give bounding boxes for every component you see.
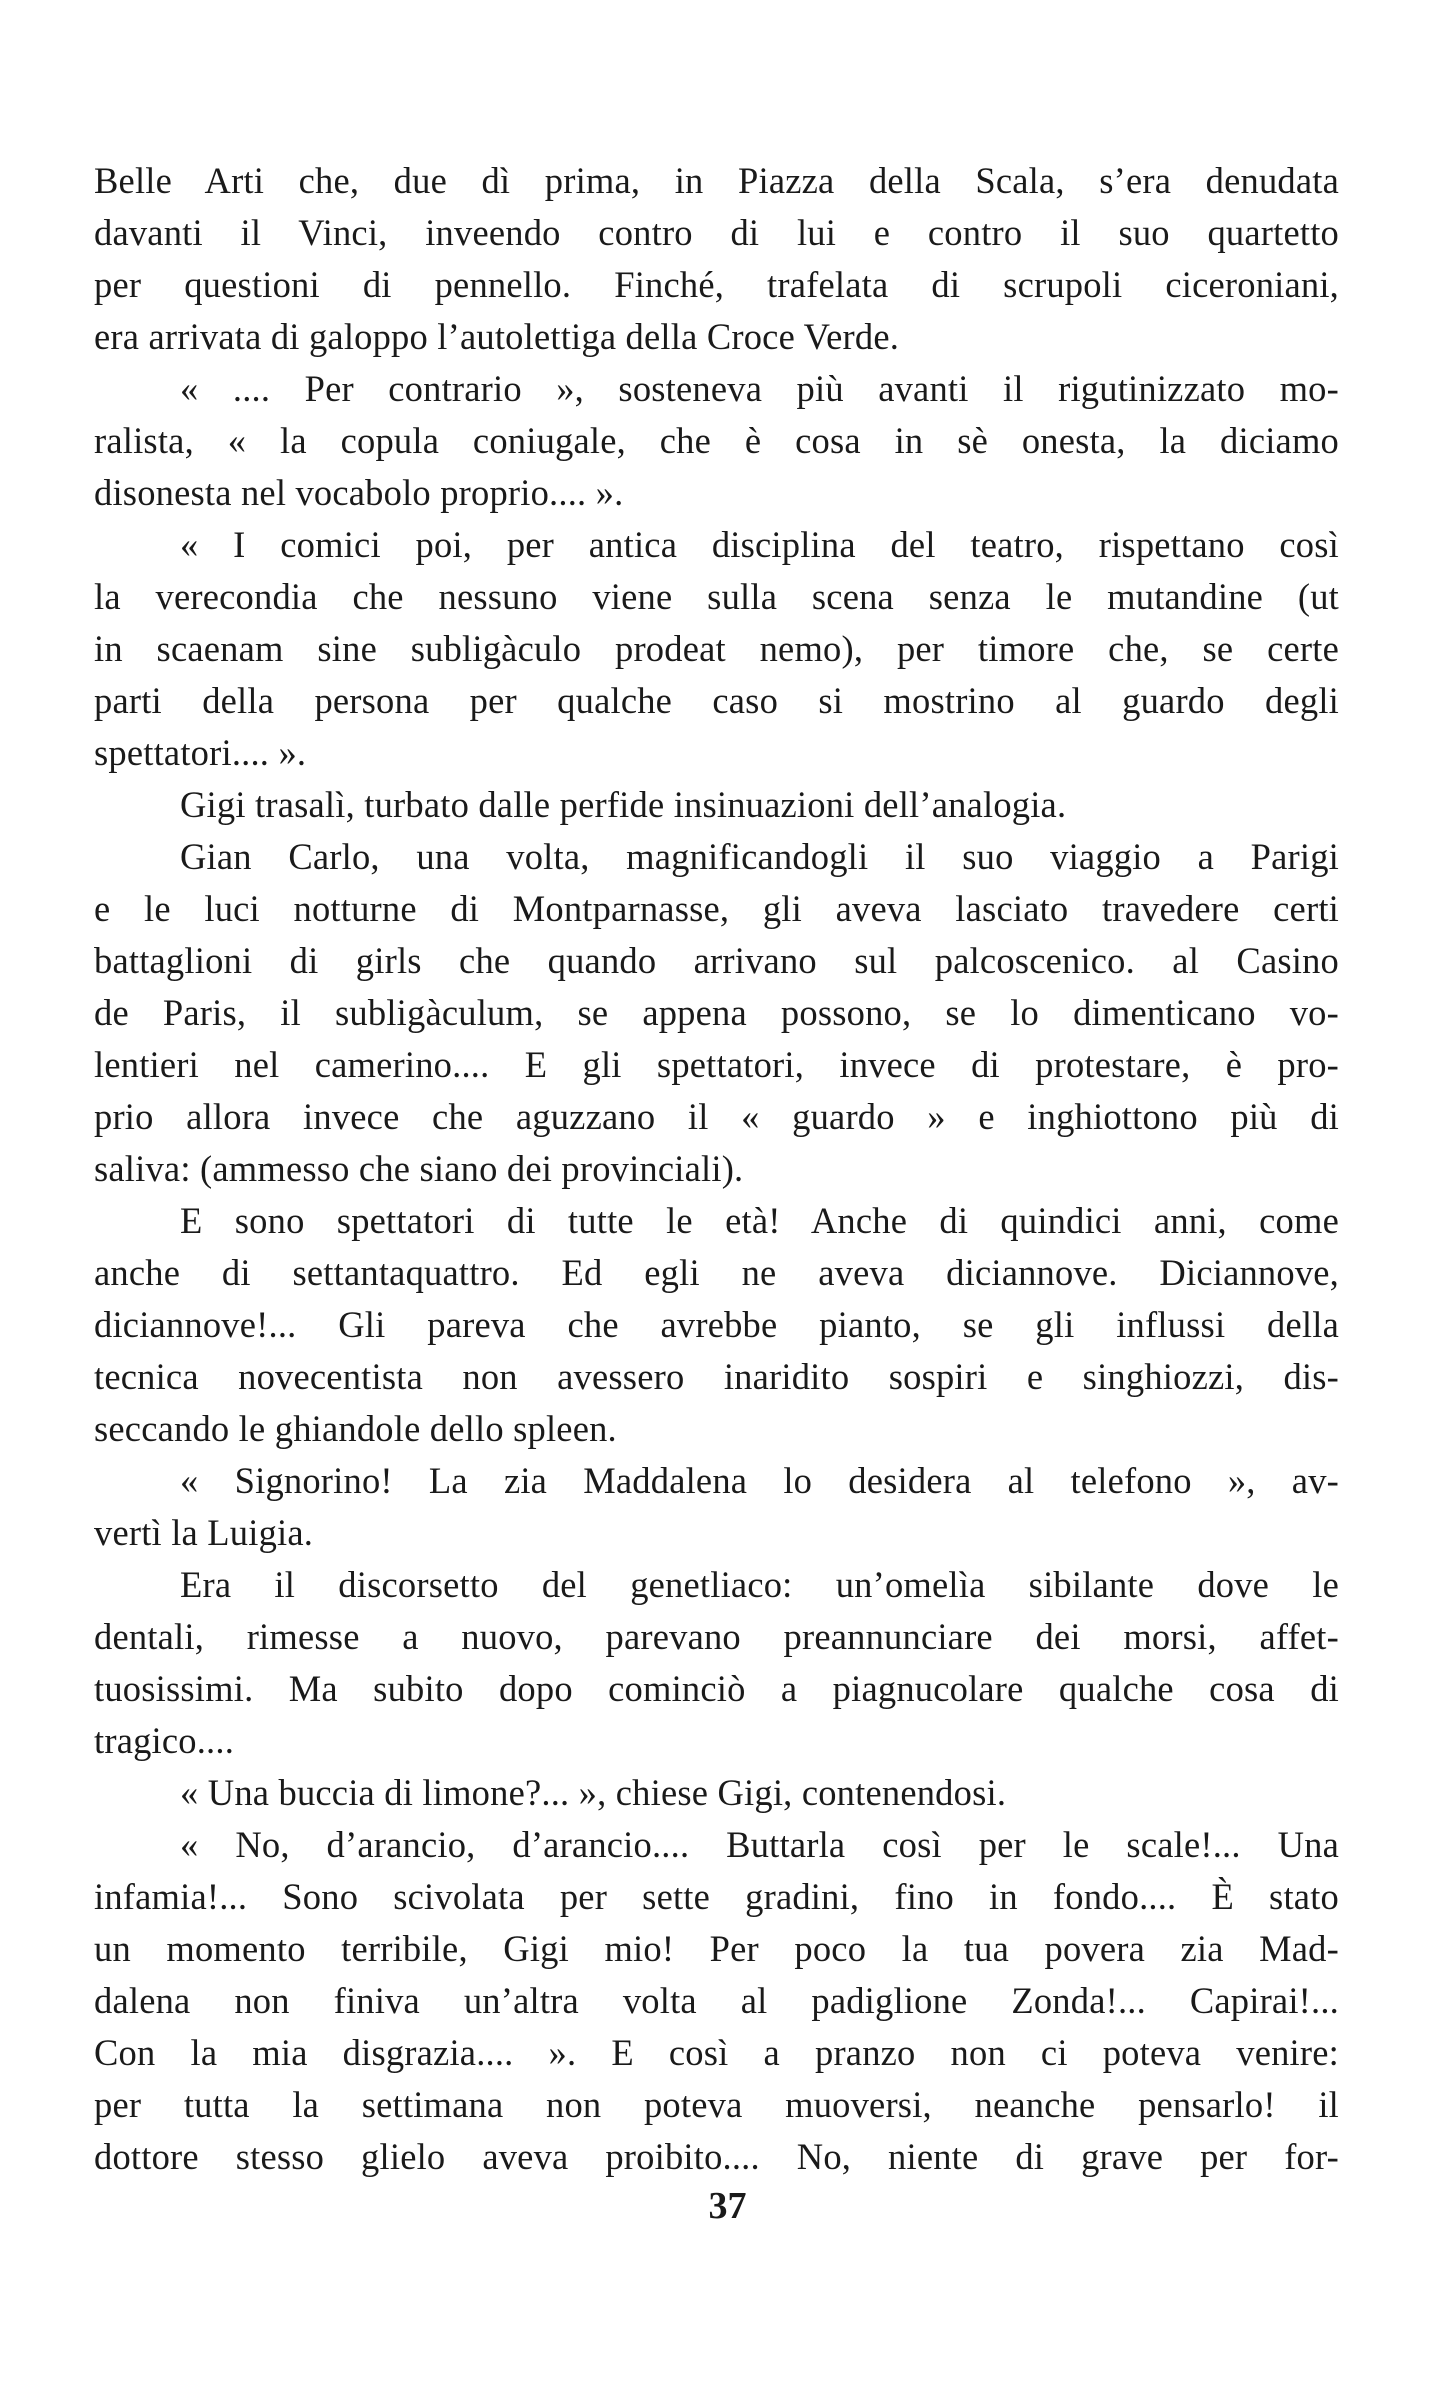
text-line: infamia!... Sono scivolata per sette gradini, fino in fondo.... È stato	[94, 1876, 1339, 1917]
text-line: « Signorino! La zia Maddalena lo desidera al telefono », av-	[180, 1460, 1339, 1501]
text-line: spettatori.... ».	[94, 732, 307, 773]
page-number: 37	[708, 2185, 747, 2227]
text-line: vertì la Luigia.	[94, 1512, 314, 1553]
text-line: seccando le ghiandole dello spleen.	[94, 1408, 617, 1449]
text-line: « .... Per contrario », sosteneva più avanti il rigutinizzato mo-	[180, 368, 1339, 409]
text-line: per questioni di pennello. Finché, trafelata di scrupoli ciceroniani,	[94, 264, 1339, 305]
text-line: E sono spettatori di tutte le età! Anche di quindici anni, come	[180, 1200, 1339, 1241]
text-line: « Una buccia di limone?... », chiese Gigi, contenendosi.	[180, 1772, 1007, 1813]
text-line: Era il discorsetto del genetliaco: un’omelìa sibilante dove le	[180, 1564, 1339, 1605]
text-line: un momento terribile, Gigi mio! Per poco la tua povera zia Mad-	[94, 1928, 1339, 1969]
text-line: dalena non finiva un’altra volta al padiglione Zonda!... Capirai!...	[94, 1980, 1339, 2021]
text-line: disonesta nel vocabolo proprio.... ».	[94, 472, 624, 513]
text-line: lentieri nel camerino.... E gli spettatori, invece di protestare, è pro-	[94, 1044, 1339, 1085]
text-line: la verecondia che nessuno viene sulla scena senza le mutandine (ut	[94, 576, 1339, 617]
text-line: Gigi trasalì, turbato dalle perfide insinuazioni dell’analogia.	[180, 784, 1067, 825]
text-line: anche di settantaquattro. Ed egli ne aveva diciannove. Diciannove,	[94, 1252, 1339, 1293]
text-line: in scaenam sine subligàculo prodeat nemo), per timore che, se certe	[94, 628, 1339, 669]
text-line: diciannove!... Gli pareva che avrebbe pianto, se gli influssi della	[94, 1304, 1339, 1345]
text-line: de Paris, il subligàculum, se appena possono, se lo dimenticano vo-	[94, 992, 1339, 1033]
text-line: Belle Arti che, due dì prima, in Piazza della Scala, s’era denudata	[94, 160, 1339, 201]
text-line: parti della persona per qualche caso si mostrino al guardo degli	[94, 680, 1339, 721]
text-line: tuosissimi. Ma subito dopo cominciò a piagnucolare qualche cosa di	[94, 1668, 1339, 1709]
text-line: era arrivata di galoppo l’autolettiga della Croce Verde.	[94, 316, 900, 357]
text-line: ralista, « la copula coniugale, che è cosa in sè onesta, la diciamo	[94, 420, 1339, 461]
text-line: dottore stesso glielo aveva proibito.... No, niente di grave per for-	[94, 2136, 1339, 2177]
text-line: Con la mia disgrazia.... ». E così a pranzo non ci poteva venire:	[94, 2032, 1339, 2073]
text-line: tragico....	[94, 1720, 235, 1761]
text-line: per tutta la settimana non poteva muoversi, neanche pensarlo! il	[94, 2084, 1339, 2125]
text-line: « I comici poi, per antica disciplina del teatro, rispettano così	[180, 524, 1339, 565]
body-text	[94, 155, 1339, 2183]
text-line: tecnica novecentista non avessero inaridito sospiri e singhiozzi, dis-	[94, 1356, 1339, 1397]
text-line: davanti il Vinci, inveendo contro di lui e contro il suo quartetto	[94, 212, 1339, 253]
text-line: prio allora invece che aguzzano il « guardo » e inghiottono più di	[94, 1096, 1339, 1137]
text-line: battaglioni di girls che quando arrivano sul palcoscenico. al Casino	[94, 940, 1339, 981]
text-line: dentali, rimesse a nuovo, parevano preannunciare dei morsi, affet-	[94, 1616, 1339, 1657]
text-line: Gian Carlo, una volta, magnificandogli il suo viaggio a Parigi	[180, 836, 1339, 877]
text-line: « No, d’arancio, d’arancio.... Buttarla così per le scale!... Una	[180, 1824, 1339, 1865]
text-line: saliva: (ammesso che siano dei provinciali).	[94, 1148, 744, 1189]
text-line: e le luci notturne di Montparnasse, gli aveva lasciato travedere certi	[94, 888, 1339, 929]
